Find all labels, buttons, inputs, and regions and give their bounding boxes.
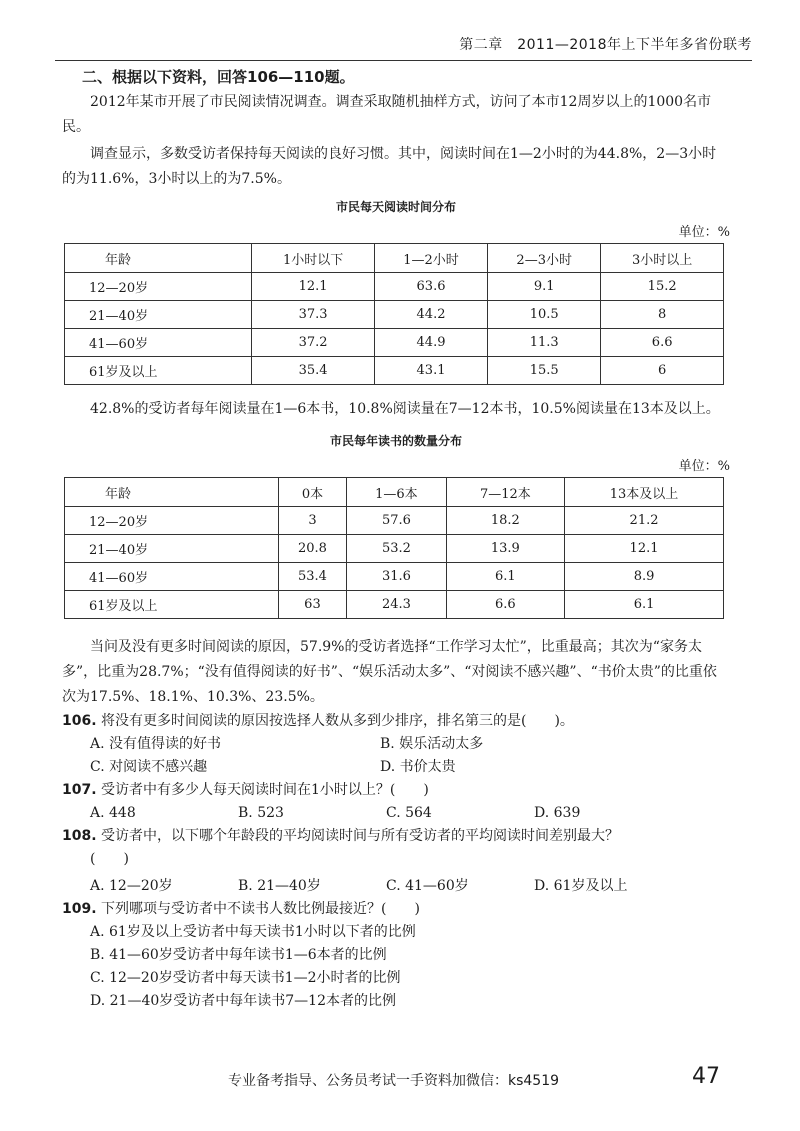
option-a[interactable]: A. 448 [90, 805, 136, 821]
table-header-row [65, 478, 724, 507]
page-body [62, 66, 730, 1013]
table-cell: 41—60岁 [65, 329, 252, 357]
table-cell: 61岁及以上 [65, 591, 279, 619]
question-108 [62, 825, 730, 848]
table-cell: 8 [601, 301, 724, 329]
column-header: 7—12本 [446, 478, 564, 507]
table-cell: 44.9 [374, 329, 487, 357]
table1-unit: 单位：% [678, 225, 730, 240]
chapter-title: 第二章 2011—2018年上下半年多省份联考 [459, 37, 752, 53]
table-cell: 12.1 [565, 535, 724, 563]
table-cell: 3 [278, 507, 346, 535]
question-number: 109. [62, 901, 97, 917]
option-a[interactable]: A. 61岁及以上受访者中每天读书1小时以下者的比例 [90, 924, 416, 940]
question-text: 受访者中，以下哪个年龄段的平均阅读时间与所有受访者的平均阅读时间差别最大？ [101, 828, 619, 844]
table-cell: 8.9 [565, 563, 724, 591]
table-cell: 12.1 [252, 273, 375, 301]
table-cell: 13.9 [446, 535, 564, 563]
table-cell: 44.2 [374, 301, 487, 329]
table-cell: 37.2 [252, 329, 375, 357]
table2-unit: 单位：% [678, 459, 730, 474]
page-number: 47 [692, 1064, 720, 1089]
reading-volume-paragraph: 42.8%的受访者每年阅读量在1—6本书，10.8%阅读量在7—12本书，10.5%阅读量在13本及以上。 [90, 401, 720, 417]
question-106 [62, 710, 730, 733]
table-row [65, 563, 724, 591]
question-107 [62, 779, 730, 802]
question-109 [62, 898, 730, 921]
option-b[interactable]: B. 523 [238, 805, 284, 821]
answer-paren: ( ) [90, 851, 129, 867]
question-number: 106. [62, 713, 97, 729]
column-header: 2—3小时 [488, 244, 601, 273]
page-header [55, 28, 752, 61]
table-cell: 20.8 [278, 535, 346, 563]
column-header: 13本及以上 [565, 478, 724, 507]
column-header: 3小时以上 [601, 244, 724, 273]
table-cell: 41—60岁 [65, 563, 279, 591]
table-header-row [65, 244, 724, 273]
option-c[interactable]: C. 12—20岁受访者中每天读书1—2小时者的比例 [90, 970, 401, 986]
column-header: 1—2小时 [374, 244, 487, 273]
table-cell: 9.1 [488, 273, 601, 301]
table-cell: 57.6 [347, 507, 446, 535]
table-cell: 6.6 [601, 329, 724, 357]
question-number: 107. [62, 782, 97, 798]
table-row [65, 301, 724, 329]
options-108 [62, 875, 730, 898]
options-106-row1 [62, 733, 730, 756]
table-cell: 11.3 [488, 329, 601, 357]
option-d[interactable]: D. 书价太贵 [380, 759, 456, 775]
option-c[interactable]: C. 564 [386, 805, 432, 821]
table-cell: 53.2 [347, 535, 446, 563]
option-a[interactable]: A. 没有值得读的好书 [90, 736, 222, 752]
table-cell: 21—40岁 [65, 301, 252, 329]
option-c[interactable]: C. 对阅读不感兴趣 [90, 759, 208, 775]
column-header: 年龄 [65, 244, 252, 273]
footer-note: 专业备考指导、公务员考试一手资料加微信：ks4519 [228, 1073, 560, 1089]
table-cell: 24.3 [347, 591, 446, 619]
table-cell: 31.6 [347, 563, 446, 591]
table-cell: 6 [601, 357, 724, 385]
reasons-paragraph: 当问及没有更多时间阅读的原因，57.9%的受访者选择“工作学习太忙”，比重最高；其次为“家务太多”，比重为28.7%；“没有值得阅读的好书”、“娱乐活动太多”、“对阅读不感兴趣”、“书价太贵”的比重依次为17.5%、18.1%、10.3%、23.5%。 [62, 639, 717, 705]
question-text: 下列哪项与受访者中不读书人数比例最接近？( ) [101, 901, 420, 917]
table-cell: 43.1 [374, 357, 487, 385]
column-header: 0本 [278, 478, 346, 507]
table-cell: 53.4 [278, 563, 346, 591]
table-cell: 12—20岁 [65, 273, 252, 301]
table-row [65, 591, 724, 619]
option-b[interactable]: B. 41—60岁受访者中每年读书1—6本者的比例 [90, 947, 387, 963]
table-cell: 15.5 [488, 357, 601, 385]
table-cell: 18.2 [446, 507, 564, 535]
question-number: 108. [62, 828, 97, 844]
table-cell: 63.6 [374, 273, 487, 301]
yearly-books-table [64, 477, 724, 619]
table-row [65, 273, 724, 301]
options-106-row2 [62, 756, 730, 779]
table-row [65, 507, 724, 535]
table-cell: 61岁及以上 [65, 357, 252, 385]
column-header: 1—6本 [347, 478, 446, 507]
table1-title: 市民每天阅读时间分布 [335, 200, 456, 214]
option-c[interactable]: C. 41—60岁 [386, 878, 469, 894]
table-cell: 6.6 [446, 591, 564, 619]
table-cell: 6.1 [565, 591, 724, 619]
option-d[interactable]: D. 61岁及以上 [534, 878, 628, 894]
table-cell: 21.2 [565, 507, 724, 535]
reading-time-paragraph: 调查显示，多数受访者保持每天阅读的良好习惯。其中，阅读时间在1—2小时的为44.8%，2—3小时的为11.6%，3小时以上的为7.5%。 [62, 146, 717, 187]
table-cell: 21—40岁 [65, 535, 279, 563]
table-cell: 15.2 [601, 273, 724, 301]
option-b[interactable]: B. 娱乐活动太多 [380, 736, 484, 752]
table-cell: 10.5 [488, 301, 601, 329]
question-text: 将没有更多时间阅读的原因按选择人数从多到少排序，排名第三的是( )。 [101, 713, 574, 729]
table-row [65, 329, 724, 357]
table-cell: 6.1 [446, 563, 564, 591]
table-cell: 63 [278, 591, 346, 619]
daily-reading-time-table [64, 243, 724, 385]
column-header: 年龄 [65, 478, 279, 507]
table2-title: 市民每年读书的数量分布 [329, 434, 462, 448]
option-a[interactable]: A. 12—20岁 [90, 878, 173, 894]
table-cell: 37.3 [252, 301, 375, 329]
option-d[interactable]: D. 21—40岁受访者中每年读书7—12本者的比例 [90, 993, 396, 1009]
question-text: 受访者中有多少人每天阅读时间在1小时以上？( ) [101, 782, 429, 798]
column-header: 1小时以下 [252, 244, 375, 273]
table-row [65, 535, 724, 563]
table-cell: 35.4 [252, 357, 375, 385]
option-b[interactable]: B. 21—40岁 [238, 878, 321, 894]
option-d[interactable]: D. 639 [534, 805, 581, 821]
table-row [65, 357, 724, 385]
table-cell: 12—20岁 [65, 507, 279, 535]
section-title: 二、根据以下资料，回答106—110题。 [82, 68, 355, 86]
intro-paragraph: 2012年某市开展了市民阅读情况调查。调查采取随机抽样方式，访问了本市12周岁以上的1000名市民。 [62, 94, 712, 135]
options-107 [62, 802, 730, 825]
